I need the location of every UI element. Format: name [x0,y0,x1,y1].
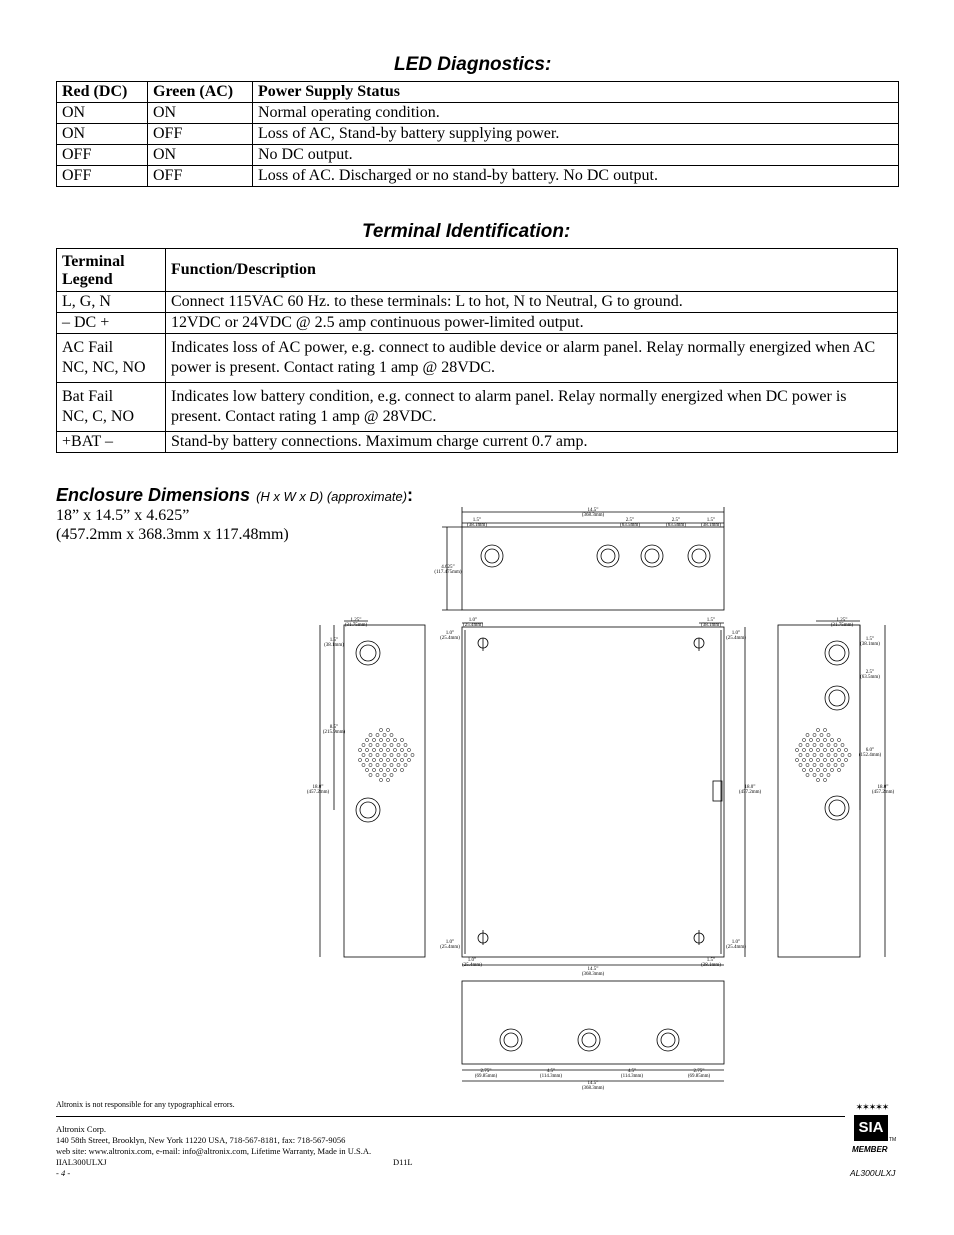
table-cell: L, G, N [57,292,166,313]
vent-hole [823,758,826,761]
vent-hole [390,733,393,736]
vent-hole [379,738,382,741]
enclosure-subtitle: (H x W x D) (approximate) [256,489,408,504]
table-cell: Loss of AC, Stand-by battery supplying power. [253,124,899,145]
dim-label: 8.5” [329,725,339,730]
terminal-title: Terminal Identification: [362,221,571,242]
dim-label: (38.1mm) [467,523,487,528]
vent-hole [806,763,809,766]
vent-hole [802,748,805,751]
table-cell: Indicates loss of AC power, e.g. connect to audible device or alarm panel. Relay normally energized when AC power is present. Contact rating 1 amp @ 28VDC. [166,334,898,383]
dim-label: (25.4mm) [463,623,483,628]
vent-hole [369,763,372,766]
vent-hole [802,738,805,741]
vent-hole [390,763,393,766]
dim-label: 4.625” [441,565,455,570]
vent-hole [404,743,407,746]
dim-label: (457.2mm) [871,790,895,795]
dim-label: (38.1mm) [701,963,721,968]
dim-label: (38.1mm) [324,643,344,648]
enclosure-dims-inches: 18” x 14.5” x 4.625” [56,507,190,524]
table-header: Power Supply Status [253,82,899,103]
vent-hole [844,758,847,761]
vent-hole [809,738,812,741]
vent-hole [383,733,386,736]
dim-label: (31.75mm) [344,623,368,628]
dim-label: 1.0” [468,618,478,623]
table-cell: Loss of AC. Discharged or no stand-by battery. No DC output. [253,166,899,187]
table-cell: ON [57,103,148,124]
dim-label: (368.3mm) [581,513,605,518]
vent-hole [806,753,809,756]
vent-hole [834,753,837,756]
vent-grid [358,728,414,781]
vent-hole [390,773,393,776]
vent-hole [376,753,379,756]
vent-hole [806,743,809,746]
vent-hole [816,738,819,741]
vent-hole [383,773,386,776]
vent-hole [802,758,805,761]
vent-hole [369,733,372,736]
enclosure-dims-mm: (457.2mm x 368.3mm x 117.48mm) [56,526,289,543]
dim-label: (38.1mm) [701,523,721,528]
member-label: MEMBER [852,1145,888,1154]
stars-icon: ✶✶✶✶✶ [855,1102,889,1112]
dim-label: 18.0” [744,785,756,790]
vent-hole [372,758,375,761]
vent-hole [799,753,802,756]
vent-hole [830,768,833,771]
vent-hole [830,748,833,751]
vent-hole [816,778,819,781]
vent-hole [827,743,830,746]
table-cell: Indicates low battery condition, e.g. connect to alarm panel. Relay normally energized when DC power is present. Contact rating 1 amp @ 28VDC. [166,383,898,432]
table-cell: Stand-by battery connections. Maximum charge current 0.7 amp. [166,432,898,453]
vent-hole [404,763,407,766]
vent-hole [823,748,826,751]
vent-hole [393,768,396,771]
dim-label: (63.5mm) [620,523,640,528]
vent-hole [837,758,840,761]
table-cell: OFF [57,166,148,187]
table-cell: Bat Fail NC, C, NO [57,383,166,432]
vent-hole [799,743,802,746]
dim-label: 6.0” [865,748,875,753]
vent-hole [383,763,386,766]
dim-label: 1.0” [731,631,741,636]
dim-label: (457.2mm) [306,790,330,795]
dim-label: 18.0” [312,785,324,790]
bottom-view-panel [462,981,724,1064]
vent-hole [372,748,375,751]
vent-hole [827,773,830,776]
vent-hole [802,768,805,771]
vent-hole [841,763,844,766]
table-cell: No DC output. [253,145,899,166]
right-side-panel [778,625,860,957]
vent-hole [813,753,816,756]
vent-hole [397,743,400,746]
vent-grid [795,728,851,781]
table-cell: ON [148,145,253,166]
vent-hole [390,743,393,746]
table-header: Function/Description [166,249,898,292]
dim-label: (368.3mm) [581,972,605,977]
disclaimer: Altronix is not responsible for any typographical errors. [56,1100,235,1109]
table-cell: ON [57,124,148,145]
vent-hole [841,753,844,756]
vent-hole [809,748,812,751]
vent-hole [809,768,812,771]
vent-hole [816,728,819,731]
vent-hole [827,753,830,756]
vent-hole [827,733,830,736]
vent-hole [393,748,396,751]
dim-label: 2.5” [625,518,635,523]
dim-label: (69.85mm) [687,1074,711,1079]
vent-hole [386,778,389,781]
vent-hole [830,758,833,761]
vent-hole [813,733,816,736]
vent-hole [400,758,403,761]
vent-hole [848,753,851,756]
vent-hole [820,743,823,746]
dim-label: 4.5” [627,1069,637,1074]
vent-hole [841,743,844,746]
dim-label: (25.4mm) [726,945,746,950]
sia-member-logo [848,1103,898,1159]
vent-hole [376,743,379,746]
vent-hole [844,748,847,751]
vent-hole [820,733,823,736]
vent-hole [816,758,819,761]
vent-hole [372,768,375,771]
vent-hole [365,738,368,741]
dim-label: 18.0” [877,785,889,790]
vent-hole [386,758,389,761]
footer-rev: D11L [393,1157,413,1167]
dim-label: 2.5” [671,518,681,523]
vent-hole [376,773,379,776]
table-cell: OFF [148,166,253,187]
vent-hole [795,758,798,761]
dim-label: 1.5” [706,618,716,623]
vent-hole [376,733,379,736]
footer-doc-id: IIAL300ULXJ [56,1157,107,1167]
vent-hole [369,773,372,776]
vent-hole [379,778,382,781]
vent-hole [386,728,389,731]
dim-label: 1.0” [445,940,455,945]
vent-hole [830,738,833,741]
vent-hole [806,773,809,776]
vent-hole [407,748,410,751]
page-number: - 4 - [56,1168,71,1178]
vent-hole [358,748,361,751]
vent-hole [383,753,386,756]
dim-label: 1.5” [706,958,716,963]
dim-label: 1.5” [472,518,482,523]
vent-hole [813,773,816,776]
vent-hole [372,738,375,741]
dim-label: 2.75” [480,1069,492,1074]
vent-hole [383,743,386,746]
dim-label: 14.5” [587,967,599,972]
table-cell: OFF [148,124,253,145]
vent-hole [393,758,396,761]
dim-label: (25.4mm) [440,945,460,950]
dim-label: (63.5mm) [860,675,880,680]
table-cell: Connect 115VAC 60 Hz. to these terminals: L to hot, N to Neutral, G to ground. [166,292,898,313]
dim-label: 1.5” [329,638,339,643]
top-view-panel [462,527,724,610]
vent-hole [823,778,826,781]
footer-company: Altronix Corp. [56,1124,107,1134]
enclosure-colon: : [407,485,414,505]
table-cell: 12VDC or 24VDC @ 2.5 amp continuous power-limited output. [166,313,898,334]
vent-hole [376,763,379,766]
table-header: Green (AC) [148,82,253,103]
dim-label: 14.5” [587,508,599,513]
left-side-panel [344,625,425,957]
vent-hole [362,743,365,746]
vent-hole [795,748,798,751]
vent-hole [397,763,400,766]
footer-rule [56,1116,845,1117]
footer-address: 140 58th Street, Brooklyn, New York 11220 USA, 718-567-8181, fax: 718-567-9056 [56,1135,346,1145]
vent-hole [386,748,389,751]
vent-hole [411,753,414,756]
vent-hole [379,768,382,771]
dim-label: 1.5” [706,518,716,523]
vent-hole [358,758,361,761]
dim-label: (368.3mm) [581,1086,605,1091]
vent-hole [820,773,823,776]
vent-hole [827,763,830,766]
vent-hole [820,763,823,766]
sia-logo-mark: SIA [854,1115,888,1141]
vent-hole [390,753,393,756]
table-header: Terminal Legend [57,249,166,292]
vent-hole [386,738,389,741]
dim-label: 1.25” [836,618,848,623]
dim-label: 1.0” [731,940,741,945]
vent-hole [379,758,382,761]
vent-hole [365,758,368,761]
table-cell: – DC + [57,313,166,334]
dim-label: (25.4mm) [462,963,482,968]
table-cell: ON [148,103,253,124]
vent-hole [823,738,826,741]
dim-label: (25.4mm) [440,636,460,641]
dim-label: (457.2mm) [738,790,762,795]
dim-label: (63.5mm) [666,523,686,528]
vent-hole [816,768,819,771]
vent-hole [799,763,802,766]
vent-hole [379,728,382,731]
vent-hole [813,743,816,746]
dim-label: 1.0” [467,958,477,963]
vent-hole [834,743,837,746]
vent-hole [362,753,365,756]
dim-label: 2.5” [865,670,875,675]
table-header: Red (DC) [57,82,148,103]
dim-label: 1.25” [350,618,362,623]
vent-hole [400,738,403,741]
vent-hole [809,758,812,761]
vent-hole [404,753,407,756]
vent-hole [834,763,837,766]
dim-label: (25.4mm) [726,636,746,641]
vent-hole [369,743,372,746]
vent-hole [386,768,389,771]
vent-hole [823,728,826,731]
dim-label: (38.1mm) [860,642,880,647]
vent-hole [407,758,410,761]
dim-label: (114.3mm) [620,1074,644,1079]
vent-hole [362,763,365,766]
vent-hole [813,763,816,766]
dim-label: 14.5” [587,1081,599,1086]
vent-hole [823,768,826,771]
vent-hole [837,768,840,771]
vent-hole [837,738,840,741]
dim-label: (38.1mm) [701,623,721,628]
vent-hole [400,768,403,771]
table-cell: OFF [57,145,148,166]
enclosure-title: Enclosure Dimensions [56,485,251,505]
dim-label: (117.475mm) [434,570,462,575]
trademark-mark: TM [889,1137,897,1143]
led-title: LED Diagnostics: [394,54,552,75]
dim-label: 2.75” [693,1069,705,1074]
dim-label: (69.85mm) [474,1074,498,1079]
vent-hole [816,748,819,751]
dim-label: (114.3mm) [539,1074,563,1079]
vent-hole [365,748,368,751]
table-cell: +BAT – [57,432,166,453]
vent-hole [393,738,396,741]
dim-label: (215.9mm) [322,730,346,735]
front-view-panel [462,627,724,957]
dim-label: (31.75mm) [830,623,854,628]
table-cell: AC Fail NC, NC, NO [57,334,166,383]
vent-hole [820,753,823,756]
vent-hole [837,748,840,751]
model-number: AL300ULXJ [850,1168,896,1178]
vent-hole [365,768,368,771]
vent-hole [369,753,372,756]
table-cell: Normal operating condition. [253,103,899,124]
dim-label: 1.5” [865,637,875,642]
vent-hole [397,753,400,756]
dim-label: (152.4mm) [858,753,882,758]
vent-hole [379,748,382,751]
dim-label: 4.5” [546,1069,556,1074]
vent-hole [400,748,403,751]
vent-hole [806,733,809,736]
footer-web: web site: www.altronix.com, e-mail: info@altronix.com, Lifetime Warranty, Made in U.S.A. [56,1146,372,1156]
dim-label: 1.0” [445,631,455,636]
